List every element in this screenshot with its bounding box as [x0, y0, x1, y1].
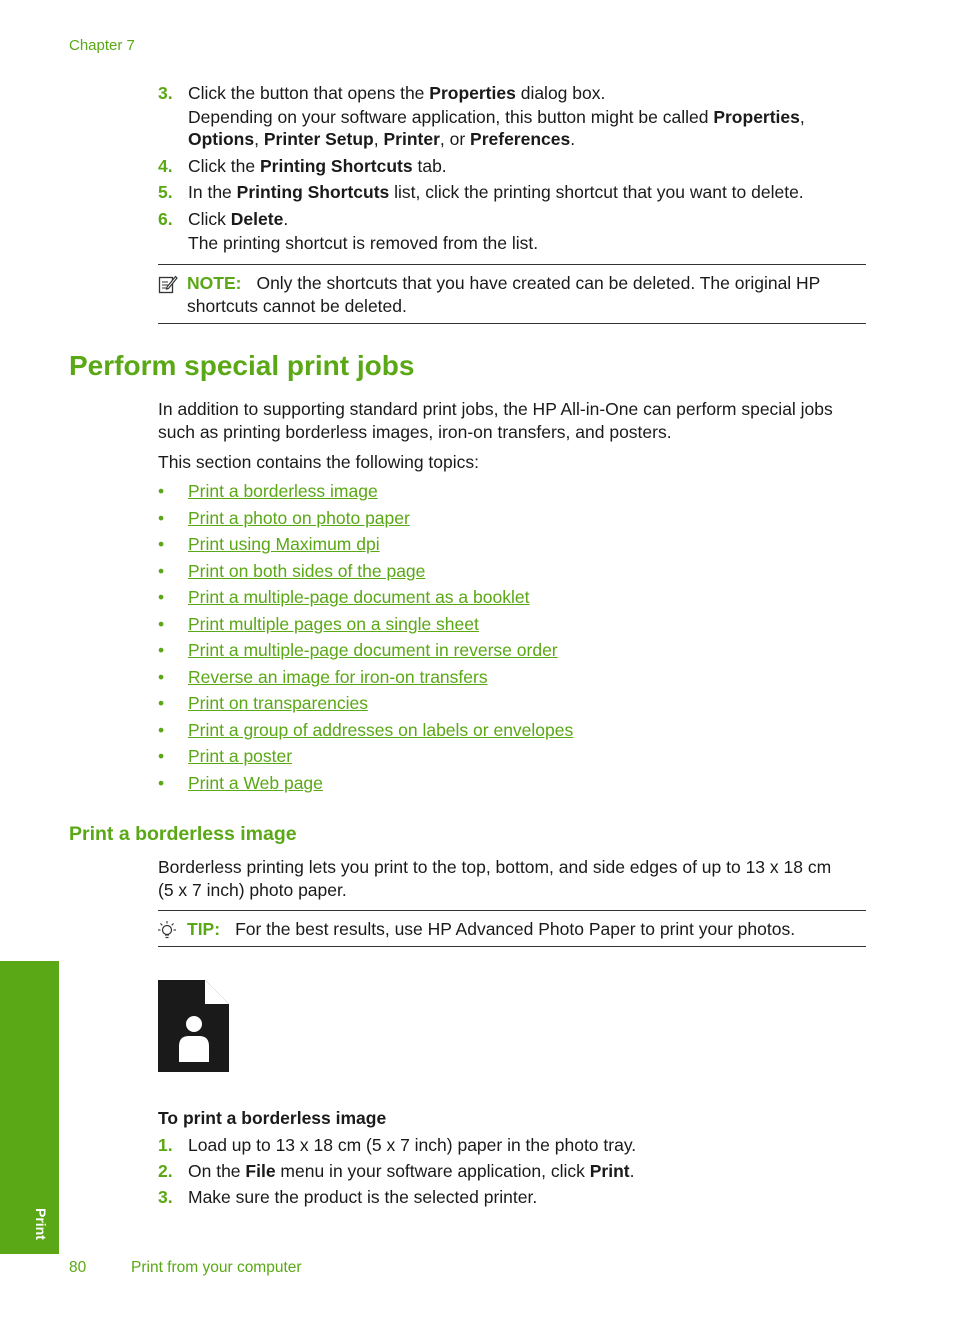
step-bold-2: Print: [589, 1161, 630, 1181]
footer-title: Print from your computer: [131, 1259, 302, 1276]
step-bold: Properties: [429, 83, 516, 103]
topic-link-poster[interactable]: Print a poster: [188, 746, 293, 766]
detail-sep: ,: [373, 129, 384, 149]
step-text-end: list, click the printing shortcut that you want to delete.: [389, 182, 804, 202]
note-bottom-rule: [158, 323, 866, 324]
tip-label: TIP:: [187, 919, 221, 939]
bullet: •: [158, 560, 165, 581]
step-bold: Printing Shortcuts: [236, 182, 390, 202]
topic-link-maximum-dpi[interactable]: Print using Maximum dpi: [188, 534, 380, 554]
note-line2: shortcuts cannot be deleted.: [187, 296, 407, 316]
step-text-mid: menu in your software application, click: [275, 1161, 590, 1181]
detail-sep: ,: [254, 129, 264, 149]
bullet: •: [158, 746, 165, 766]
detail-sep: ,: [799, 107, 805, 127]
step-number: 2.: [158, 1161, 173, 1181]
step-text: Click: [188, 209, 231, 229]
detail-options: Options: [188, 129, 255, 149]
topic-link-booklet[interactable]: Print a multiple-page document as a booklet: [188, 587, 530, 607]
description-line: Borderless printing lets you print to the top, bottom, and side edges of up to 13 x 18 cm: [158, 857, 832, 877]
borderless-photo-icon: [158, 980, 229, 1072]
chapter-tab-label: Print: [33, 1208, 49, 1240]
section-intro: [158, 398, 870, 443]
tip-top-rule: [158, 910, 866, 911]
bullet: •: [158, 481, 165, 501]
detail-text: Depending on your software application, this button might be called: [188, 107, 714, 127]
step-text: In the: [188, 182, 237, 202]
tip-bottom-rule: [158, 946, 866, 947]
step-6-detail: The printing shortcut is removed from the list.: [188, 233, 539, 253]
topic-link-transparencies[interactable]: Print on transparencies: [188, 693, 368, 713]
step-text-end: .: [283, 209, 289, 229]
topic-link-borderless-image[interactable]: Print a borderless image: [188, 481, 378, 501]
chapter-tab: [0, 961, 59, 1254]
note-pencil-icon: [158, 274, 178, 294]
bullet: •: [158, 507, 165, 528]
step-text: Click the: [188, 156, 260, 176]
intro-line: In addition to supporting standard print jobs, the HP All-in-One can perform special jobs: [158, 399, 833, 419]
step-text-end: tab.: [412, 156, 447, 176]
detail-preferences: Preferences: [470, 129, 571, 149]
step-number: 3.: [158, 1187, 173, 1207]
step-number: 3.: [158, 83, 173, 103]
step-number: 4.: [158, 156, 173, 176]
bullet: •: [158, 613, 165, 634]
step-number: 1.: [158, 1135, 173, 1155]
topic-link-both-sides[interactable]: Print on both sides of the page: [188, 560, 426, 581]
chapter-header: Chapter 7: [69, 37, 135, 54]
topic-link-iron-on[interactable]: Reverse an image for iron-on transfers: [188, 666, 488, 687]
step-text: Click the button that opens the: [188, 83, 430, 103]
step-text: On the: [188, 1161, 246, 1181]
description-line: (5 x 7 inch) photo paper.: [158, 879, 347, 900]
bullet: •: [158, 666, 165, 687]
topic-link-photo-paper[interactable]: Print a photo on photo paper: [188, 507, 410, 528]
bullet: •: [158, 719, 165, 740]
subsection-title: Print a borderless image: [69, 823, 297, 845]
intro-line: such as printing borderless images, iron-on transfers, and posters.: [158, 421, 672, 442]
bullet: •: [158, 534, 165, 554]
step-bold: Printing Shortcuts: [259, 156, 413, 176]
lightbulb-icon: [157, 920, 177, 942]
section-title: Perform special print jobs: [69, 350, 415, 381]
topics-intro: This section contains the following topics:: [158, 452, 479, 472]
step-bold: Delete: [230, 209, 284, 229]
step-bold: File: [245, 1161, 276, 1181]
step-text: Make sure the product is the selected printer.: [188, 1187, 538, 1207]
step-number: 5.: [158, 182, 173, 202]
step-text-end: .: [629, 1161, 635, 1181]
bullet: •: [158, 693, 165, 713]
detail-end: .: [570, 129, 576, 149]
page-number: 80: [69, 1259, 87, 1276]
step-text-end: dialog box.: [515, 83, 606, 103]
detail-printer: Printer: [383, 129, 440, 149]
topic-link-labels[interactable]: Print a group of addresses on labels or envelopes: [188, 719, 574, 740]
bullet: •: [158, 587, 165, 607]
step-3-detail-line2: [188, 128, 575, 150]
note-top-rule: [158, 264, 866, 265]
procedure-title: To print a borderless image: [158, 1108, 387, 1128]
subsection-description: [158, 856, 870, 901]
note-label: NOTE:: [187, 273, 242, 293]
detail-bold: Properties: [713, 107, 800, 127]
bullet: •: [158, 772, 165, 793]
step-3-detail-line1: [188, 106, 805, 128]
step-text: Load up to 13 x 18 cm (5 x 7 inch) paper in the photo tray.: [188, 1135, 637, 1155]
topic-link-web-page[interactable]: Print a Web page: [188, 772, 323, 793]
topic-link-multiple-pages[interactable]: Print multiple pages on a single sheet: [188, 613, 479, 634]
note-text: Only the shortcuts that you have created can be deleted. The original HP: [256, 273, 821, 293]
topic-link-reverse-order[interactable]: Print a multiple-page document in reverse order: [188, 640, 558, 660]
bullet: •: [158, 640, 165, 660]
tip-line: [187, 918, 795, 940]
note-line1: [187, 272, 820, 294]
step-number: 6.: [158, 209, 173, 229]
detail-sep: , or: [439, 129, 471, 149]
detail-printer-setup: Printer Setup: [263, 129, 374, 149]
tip-text: For the best results, use HP Advanced Photo Paper to print your photos.: [235, 919, 796, 939]
